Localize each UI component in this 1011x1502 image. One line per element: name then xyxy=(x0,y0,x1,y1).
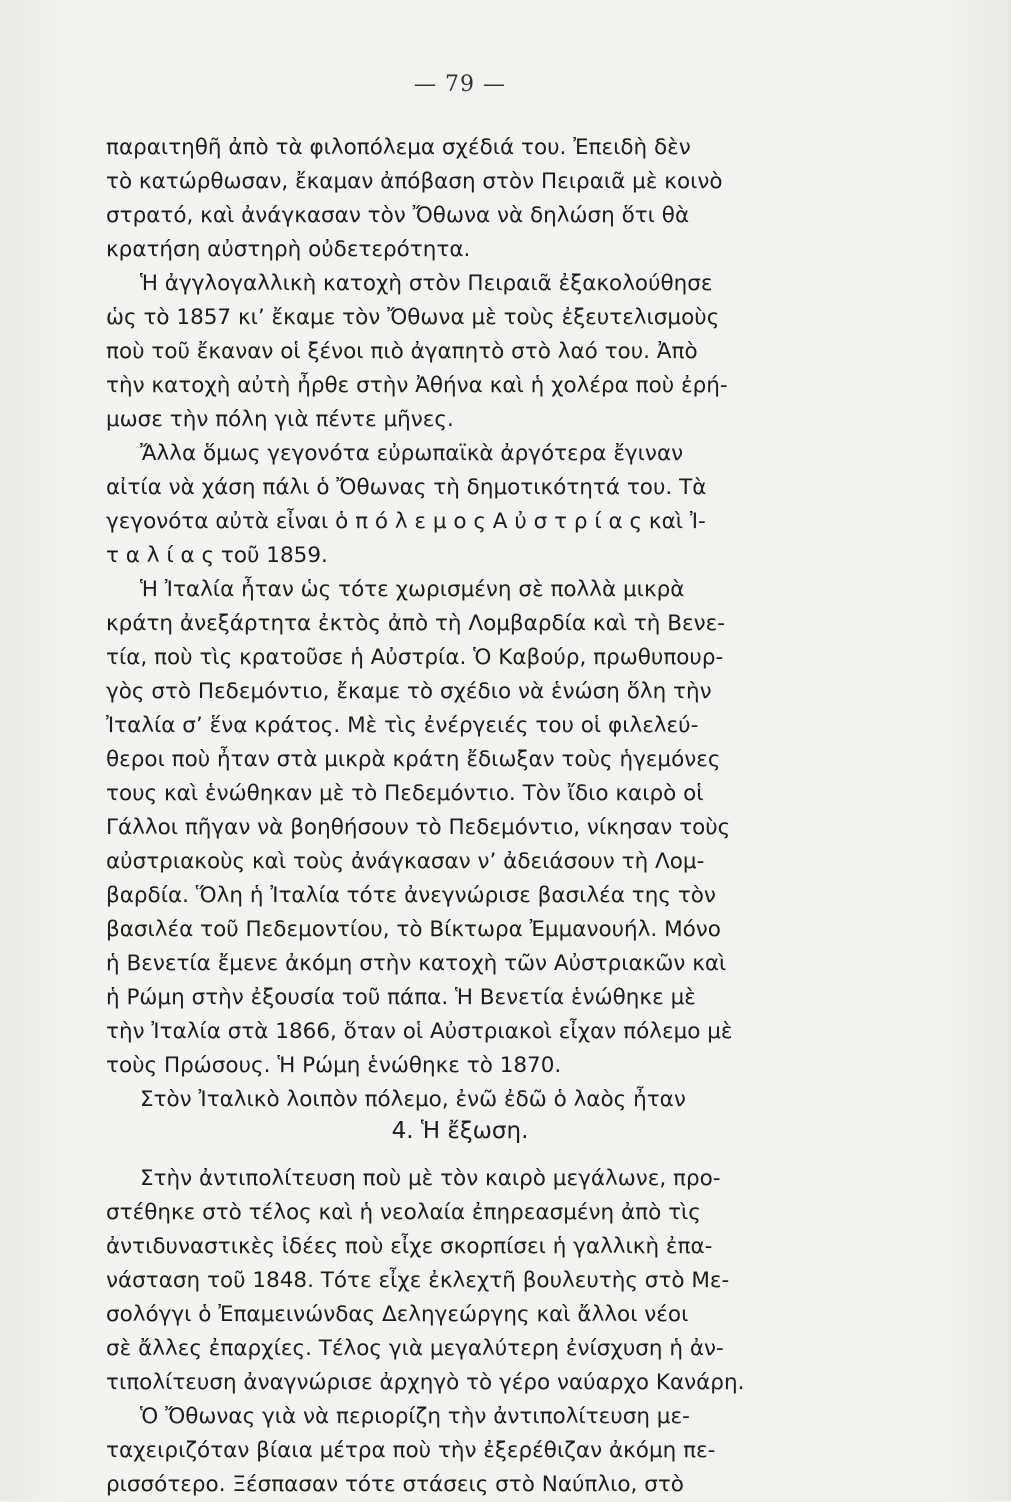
text-line: παραιτηθῆ ἀπὸ τὰ φιλοπόλεμα σχέδιά του. Ἐπειδὴ δὲν xyxy=(106,135,691,160)
text-line: κράτη ἀνεξάρτητα ἐκτὸς ἀπὸ τὴ Λομβαρδία καὶ τὴ Βενε- xyxy=(106,611,726,636)
text-line: ρισσότερο. Ξέσπασαν τότε στάσεις στὸ Ναύπλιο, στὸ xyxy=(106,1472,684,1497)
text-line: αἰτία νὰ χάση πάλι ὁ Ὄθωνας τὴ δημοτικότητά του. Τὰ xyxy=(106,475,707,500)
text-line: Ἄλλα ὅμως γεγονότα εὐρωπαϊκὰ ἀργότερα ἔγιναν xyxy=(140,441,684,466)
text-line: ταχειριζόταν βίαια μέτρα ποὺ τὴν ἐξερέθιζαν ἀκόμη πε- xyxy=(106,1438,716,1463)
text-line: αὐστριακοὺς καὶ τοὺς ἀνάγκασαν ν’ ἀδειάσουν τὴ Λομ- xyxy=(106,849,705,874)
text-line: βασιλέα τοῦ Πεδεμοντίου, τὸ Βίκτωρα Ἐμμανουήλ. Μόνο xyxy=(106,917,721,942)
text-line: γεγονότα αὐτὰ εἶναι ὁ π ό λ ε μ ο ς Α ὐ σ τ ρ ί α ς καὶ Ἰ- xyxy=(106,509,706,534)
text-line: Γάλλοι πῆγαν νὰ βοηθήσουν τὸ Πεδεμόντιο, νίκησαν τοὺς xyxy=(106,815,731,840)
text-line: σολόγγι ὁ Ἐπαμεινώνδας Δεληγεώργης καὶ ἄλλοι νέοι xyxy=(106,1302,689,1327)
text-line: τία, ποὺ τὶς κρατοῦσε ἡ Αὐστρία. Ὁ Καβούρ, πρωθυπουρ- xyxy=(106,645,724,670)
page-number: — 79 — xyxy=(414,72,506,97)
text-line: ἡ Βενετία ἔμενε ἀκόμη στὴν κατοχὴ τῶν Αὐστριακῶν καὶ xyxy=(106,951,727,976)
text-line: Ὁ Ὄθωνας γιὰ νὰ περιορίζη τὴν ἀντιπολίτευση με- xyxy=(140,1404,690,1429)
text-line: Ἰταλία σ’ ἕνα κράτος. Μὲ τὶς ἐνέργειές του οἱ φιλελεύ- xyxy=(106,713,699,738)
text-line: τους καὶ ἑνώθηκαν μὲ τὸ Πεδεμόντιο. Τὸν ἴδιο καιρὸ οἱ xyxy=(106,781,704,806)
text-line: στρατό, καὶ ἀνάγκασαν τὸν Ὄθωνα νὰ δηλώση ὅτι θὰ xyxy=(106,203,690,228)
text-line: τὴν κατοχὴ αὐτὴ ἦρθε στὴν Ἀθήνα καὶ ἡ χολέρα ποὺ ἐρή- xyxy=(106,373,728,398)
text-line: τὸ κατώρθωσαν, ἔκαμαν ἀπόβαση στὸν Πειραιᾶ μὲ κοινὸ xyxy=(106,169,723,194)
text-line: νάσταση τοῦ 1848. Τότε εἶχε ἐκλεχτῆ βουλευτὴς στὸ Με- xyxy=(106,1268,730,1293)
text-line: Στὸν Ἰταλικὸ λοιπὸν πόλεμο, ἐνῶ ἐδῶ ὁ λαὸς ἦταν xyxy=(140,1087,686,1112)
text-line: ἀντιδυναστικὲς ἰδέες ποὺ εἶχε σκορπίσει ἡ γαλλικὴ ἐπα- xyxy=(106,1234,713,1259)
text-line: ὡς τὸ 1857 κι’ ἔκαμε τὸν Ὄθωνα μὲ τοὺς ἐξευτελισμοὺς xyxy=(106,305,720,330)
text-line: τ α λ ί α ς τοῦ 1859. xyxy=(106,543,328,568)
text-line: Στὴν ἀντιπολίτευση ποὺ μὲ τὸν καιρὸ μεγάλωνε, προ- xyxy=(140,1166,721,1191)
text-line: Ἡ Ἰταλία ἦταν ὡς τότε χωρισμένη σὲ πολλὰ μικρὰ xyxy=(140,577,685,602)
text-line: γὸς στὸ Πεδεμόντιο, ἔκαμε τὸ σχέδιο νὰ ἑνώση ὅλη τὴν xyxy=(106,679,712,704)
text-line: μωσε τὴν πόλη γιὰ πέντε μῆνες. xyxy=(106,407,454,432)
text-line: στέθηκε στὸ τέλος καὶ ἡ νεολαία ἐπηρεασμένη ἀπὸ τὶς xyxy=(106,1200,701,1225)
text-line: σὲ ἄλλες ἐπαρχίες. Τέλος γιὰ μεγαλύτερη ἐνίσχυση ἡ ἀν- xyxy=(106,1336,724,1361)
text-line: θεροι ποὺ ἦταν στὰ μικρὰ κράτη ἔδιωξαν τοὺς ἡγεμόνες xyxy=(106,747,721,772)
text-line: βαρδία. Ὅλη ἡ Ἰταλία τότε ἀνεγνώρισε βασιλέα της τὸν xyxy=(106,883,716,908)
text-line: τὴν Ἰταλία στὰ 1866, ὅταν οἱ Αὐστριακοὶ εἶχαν πόλεμο μὲ xyxy=(106,1019,733,1044)
text-line: κρατήση αὐστηρὴ οὐδετερότητα. xyxy=(106,237,471,262)
text-line: Ἡ ἀγγλογαλλικὴ κατοχὴ στὸν Πειραιᾶ ἐξακολούθησε xyxy=(140,271,713,296)
text-line: τοὺς Πρώσους. Ἡ Ρώμη ἑνώθηκε τὸ 1870. xyxy=(106,1053,562,1078)
text-line: ποὺ τοῦ ἔκαναν οἱ ξένοι πιὸ ἀγαπητὸ στὸ λαό του. Ἀπὸ xyxy=(106,339,698,364)
text-line: τιπολίτευση ἀναγνώρισε ἀρχηγὸ τὸ γέρο ναύαρχο Κανάρη. xyxy=(106,1370,745,1395)
section-heading: 4. Ἡ ἔξωση. xyxy=(391,1118,529,1144)
text-line: ἡ Ρώμη στὴν ἐξουσία τοῦ πάπα. Ἡ Βενετία ἑνώθηκε μὲ xyxy=(106,985,696,1010)
